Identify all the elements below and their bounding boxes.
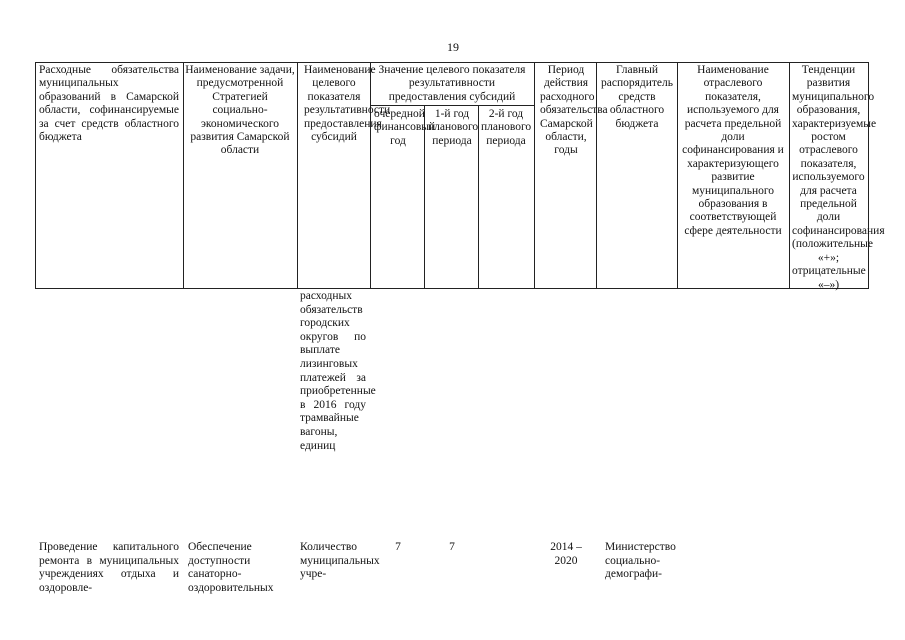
header-obligation-period: Период действия расходного обязательства Самарской области, годы: [540, 64, 608, 157]
col-border: [370, 62, 371, 289]
row-target-indicator: Количество муниципальных учре-: [300, 541, 380, 581]
col-border: [478, 105, 479, 289]
row-obligation-period: 2014 – 2020: [550, 541, 582, 567]
header-target-indicator: Наименование целевого показателя результативности предоставления субсидий: [304, 64, 391, 144]
header-current-year: очередной финансовый год: [374, 108, 436, 147]
table-bottom-border: [35, 288, 868, 289]
row-expenditure-obligation: Проведение капитального ремонта в муниципальных учреждениях отдыха и оздоровле-: [39, 541, 179, 594]
header-expenditure-obligations: Расходные обязательства муниципальных образований в Самарской области, софинансируемые за счет средств областного бюджета: [39, 64, 179, 144]
header-main-manager: Главный распорядитель средств областного бюджета: [600, 64, 674, 130]
col-border: [35, 62, 36, 289]
col-border: [183, 62, 184, 289]
row-main-manager: Министерство социально-демографи-: [605, 541, 676, 581]
col-border: [596, 62, 597, 289]
header-plan-year-2: 2-й год планового периода: [481, 108, 532, 147]
col-border: [677, 62, 678, 289]
row-value-current-year: 7: [395, 541, 401, 553]
subheader-divider: [370, 105, 534, 106]
row-strategy-task: Обеспечение доступности санаторно-оздоровительных: [188, 541, 274, 594]
col-border: [297, 62, 298, 289]
col-border: [534, 62, 535, 289]
header-indicator-value-group: Значение целевого показателя результативности предоставления субсидий: [378, 64, 526, 103]
header-development-trends: Тенденции развития муниципального образования, характеризуемые ростом отраслевого показателя, используемого для расчета предельной доли софинансирования (положительные «+»; отрицательные «–»): [792, 64, 885, 291]
indicator-continuation-text: расходных обязательств городских округов по выплате лизинговых платежей за приобретенные в 2016 году трамвайные вагоны, единиц: [300, 290, 376, 452]
header-strategy-task: Наименование задачи, предусмотренной Стратегией социально-экономического развития Самарской области: [185, 64, 295, 157]
header-plan-year-1: 1-й год планового периода: [428, 108, 479, 147]
table-top-border: [35, 62, 868, 63]
page-number: 19: [447, 40, 459, 54]
col-border: [789, 62, 790, 289]
header-sector-indicator: Наименование отраслевого показателя, используемого для расчета предельной доли софинансирования и характеризующего развитие муниципального образования в соответствующей сфере деятельности: [682, 64, 784, 237]
row-value-plan-year-1: 7: [449, 541, 455, 553]
